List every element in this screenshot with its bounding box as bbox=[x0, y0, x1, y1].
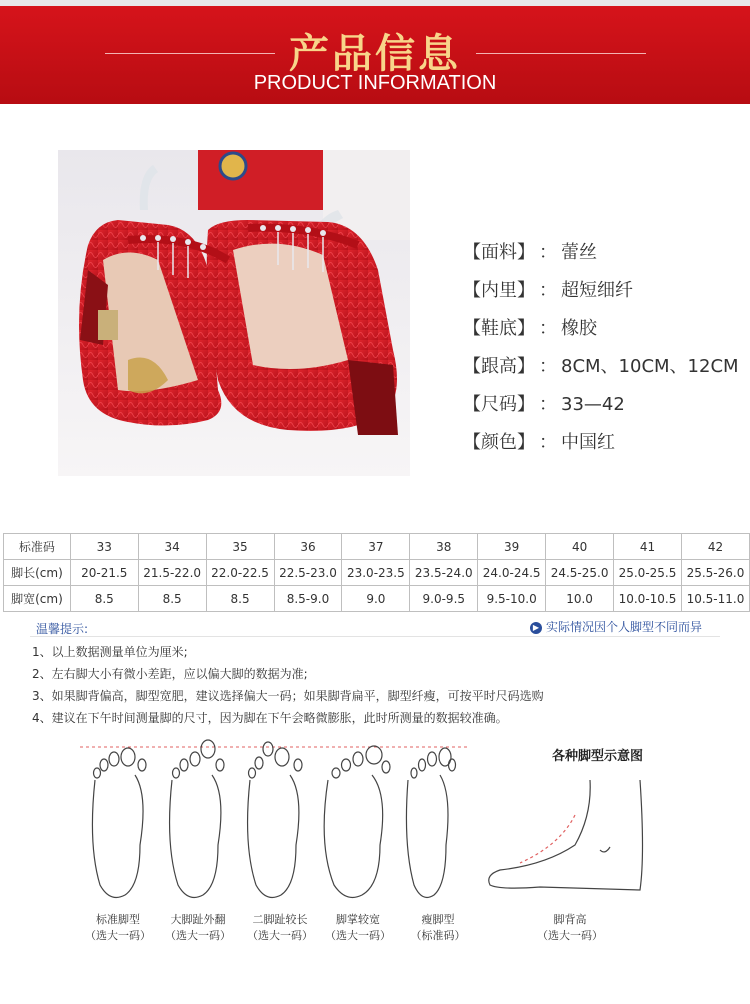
foot-type-name: 脚背高 bbox=[553, 913, 587, 926]
spec-lining bbox=[463, 276, 750, 314]
title-line-left bbox=[105, 53, 275, 54]
foot-type-bunion bbox=[158, 912, 238, 944]
spec-key: 【鞋底】 bbox=[463, 318, 535, 339]
spec-separator: ： bbox=[539, 356, 557, 377]
spec-key: 【内里】 bbox=[463, 280, 535, 301]
foot-type-advice: （选大一码） bbox=[247, 929, 313, 942]
foot-type-name: 瘦脚型 bbox=[421, 913, 455, 926]
table-cell: 36 bbox=[274, 534, 342, 560]
table-cell: 33 bbox=[70, 534, 138, 560]
table-cell: 34 bbox=[138, 534, 206, 560]
table-row bbox=[4, 586, 750, 612]
section-title: 产品信息 bbox=[289, 31, 461, 77]
table-cell: 9.0 bbox=[342, 586, 410, 612]
table-cell: 10.0 bbox=[546, 586, 614, 612]
table-cell: 22.0-22.5 bbox=[206, 560, 274, 586]
foot-type-name: 脚掌较宽 bbox=[336, 913, 380, 926]
foot-type-high-instep bbox=[530, 912, 610, 944]
shoes-illustration bbox=[58, 150, 410, 476]
spec-separator: ： bbox=[539, 432, 557, 453]
table-cell: 9.5-10.0 bbox=[478, 586, 546, 612]
notes-disclaimer-text: 实际情况因个人脚型不同而异 bbox=[546, 620, 703, 634]
table-cell: 8.5 bbox=[70, 586, 138, 612]
table-cell: 8.5 bbox=[138, 586, 206, 612]
table-row-header: 标准码 bbox=[4, 534, 71, 560]
section-subtitle: PRODUCT INFORMATION bbox=[253, 72, 497, 94]
table-cell: 37 bbox=[342, 534, 410, 560]
spec-value: 超短细纤 bbox=[561, 280, 633, 301]
foot-types-title: 各种脚型示意图 bbox=[552, 749, 644, 764]
spec-sole bbox=[463, 314, 750, 352]
table-row bbox=[4, 560, 750, 586]
note-item: 3、如果脚背偏高，脚型宽肥，建议选择偏大一码；如果脚背扁平，脚型纤瘦，可按平时尺码选购 bbox=[32, 689, 544, 703]
note-item: 1、以上数据测量单位为厘米; bbox=[32, 645, 188, 659]
table-cell: 24.0-24.5 bbox=[478, 560, 546, 586]
table-cell: 42 bbox=[681, 534, 749, 560]
table-cell: 39 bbox=[478, 534, 546, 560]
spec-value: 橡胶 bbox=[561, 318, 597, 339]
product-photo bbox=[58, 150, 410, 476]
foot-type-name: 二脚趾较长 bbox=[252, 913, 308, 926]
spec-separator: ： bbox=[539, 318, 557, 339]
table-cell: 25.5-26.0 bbox=[681, 560, 749, 586]
table-cell: 20-21.5 bbox=[70, 560, 138, 586]
spec-value: 33—42 bbox=[561, 394, 625, 415]
table-cell: 23.0-23.5 bbox=[342, 560, 410, 586]
spec-value: 8CM、10CM、12CM bbox=[561, 356, 739, 377]
table-cell: 8.5 bbox=[206, 586, 274, 612]
spec-heel-height bbox=[463, 352, 750, 390]
foot-type-standard bbox=[78, 912, 158, 944]
table-cell: 8.5-9.0 bbox=[274, 586, 342, 612]
table-cell: 21.5-22.0 bbox=[138, 560, 206, 586]
foot-type-slim bbox=[398, 912, 478, 944]
table-cell: 38 bbox=[410, 534, 478, 560]
title-line-right bbox=[476, 53, 646, 54]
table-cell: 9.0-9.5 bbox=[410, 586, 478, 612]
table-row-header: 脚长(cm) bbox=[4, 560, 71, 586]
spec-key: 【尺码】 bbox=[463, 394, 535, 415]
table-row-header: 脚宽(cm) bbox=[4, 586, 71, 612]
table-cell: 23.5-24.0 bbox=[410, 560, 478, 586]
spec-fabric bbox=[463, 238, 750, 276]
foot-type-wide bbox=[318, 912, 398, 944]
table-cell: 25.0-25.5 bbox=[614, 560, 682, 586]
spec-key: 【颜色】 bbox=[463, 432, 535, 453]
foot-type-long-second-toe bbox=[240, 912, 320, 944]
spec-size bbox=[463, 390, 750, 428]
table-cell: 22.5-23.0 bbox=[274, 560, 342, 586]
size-table bbox=[3, 533, 750, 612]
spec-separator: ： bbox=[539, 394, 557, 415]
spec-key: 【跟高】 bbox=[463, 356, 535, 377]
table-cell: 41 bbox=[614, 534, 682, 560]
spec-separator: ： bbox=[539, 280, 557, 301]
spec-value: 中国红 bbox=[561, 432, 615, 453]
notes-title: 温馨提示: bbox=[36, 622, 89, 636]
note-item: 2、左右脚大小有微小差距，应以偏大脚的数据为准; bbox=[32, 667, 308, 681]
table-cell: 24.5-25.0 bbox=[546, 560, 614, 586]
foot-type-advice: （标准码） bbox=[410, 929, 466, 942]
foot-type-advice: （选大一码） bbox=[165, 929, 231, 942]
foot-type-name: 标准脚型 bbox=[96, 913, 140, 926]
foot-type-advice: （选大一码） bbox=[537, 929, 603, 942]
top-strip bbox=[0, 0, 750, 6]
notes-divider bbox=[30, 636, 720, 637]
spec-value: 蕾丝 bbox=[561, 242, 597, 263]
spec-separator: ： bbox=[539, 242, 557, 263]
table-cell: 10.5-11.0 bbox=[681, 586, 749, 612]
table-row bbox=[4, 534, 750, 560]
spec-key: 【面料】 bbox=[463, 242, 535, 263]
table-cell: 10.0-10.5 bbox=[614, 586, 682, 612]
spec-color bbox=[463, 428, 750, 466]
foot-type-advice: （选大一码） bbox=[85, 929, 151, 942]
table-cell: 35 bbox=[206, 534, 274, 560]
arrow-circle-icon: ▶ bbox=[530, 622, 542, 634]
notes-disclaimer bbox=[530, 618, 702, 635]
foot-type-advice: （选大一码） bbox=[325, 929, 391, 942]
header-banner bbox=[0, 0, 750, 104]
spec-list bbox=[463, 238, 750, 466]
table-cell: 40 bbox=[546, 534, 614, 560]
note-item: 4、建议在下午时间测量脚的尺寸，因为脚在下午会略微膨胀，此时所测量的数据较准确。 bbox=[32, 711, 508, 725]
foot-type-name: 大脚趾外翻 bbox=[170, 913, 226, 926]
